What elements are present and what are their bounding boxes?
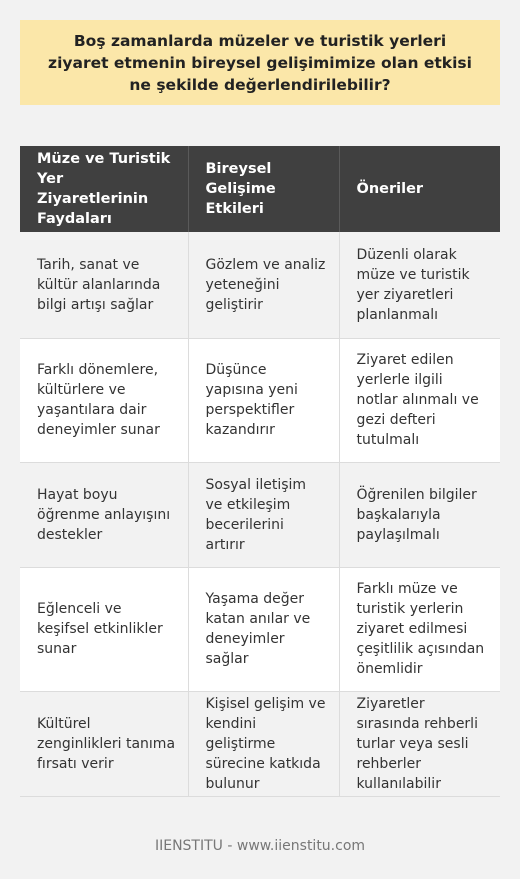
table-row bbox=[20, 338, 500, 462]
table-body bbox=[20, 232, 500, 796]
table-cell: Düzenli olarak müze ve turistik yer ziyaretleri planlanmalı bbox=[339, 232, 500, 338]
table-row bbox=[20, 691, 500, 796]
table-cell: Ziyaretler sırasında rehberli turlar veya sesli rehberler kullanılabilir bbox=[339, 691, 500, 796]
table-cell: Sosyal iletişim ve etkileşim becerilerini artırır bbox=[188, 462, 339, 567]
table-cell: Yaşama değer katan anılar ve deneyimler sağlar bbox=[188, 567, 339, 691]
table-cell: Kişisel gelişim ve kendini geliştirme sürecine katkıda bulunur bbox=[188, 691, 339, 796]
table-cell: Düşünce yapısına yeni perspektifler kazandırır bbox=[188, 338, 339, 462]
table-cell: Ziyaret edilen yerlerle ilgili notlar alınmalı ve gezi defteri tutulmalı bbox=[339, 338, 500, 462]
table-row bbox=[20, 567, 500, 691]
header-effects: Bireysel Gelişime Etkileri bbox=[188, 146, 339, 232]
table-cell: Farklı müze ve turistik yerlerin ziyaret edilmesi çeşitlilik açısından önemlidir bbox=[339, 567, 500, 691]
table-cell: Kültürel zenginlikleri tanıma fırsatı verir bbox=[20, 691, 188, 796]
table-cell: Tarih, sanat ve kültür alanlarında bilgi artışı sağlar bbox=[20, 232, 188, 338]
table-header-row bbox=[20, 146, 500, 232]
table-cell: Eğlenceli ve keşifsel etkinlikler sunar bbox=[20, 567, 188, 691]
table-cell: Farklı dönemlere, kültürlere ve yaşantılara dair deneyimler sunar bbox=[20, 338, 188, 462]
question-box bbox=[20, 20, 500, 105]
table-cell: Hayat boyu öğrenme anlayışını destekler bbox=[20, 462, 188, 567]
table-row bbox=[20, 462, 500, 567]
question-title: Boş zamanlarda müzeler ve turistik yerleri ziyaret etmenin bireysel gelişimimize olan etkisi ne şekilde değerlendirilebilir? bbox=[48, 31, 472, 94]
table-row bbox=[20, 232, 500, 338]
table-cell: Öğrenilen bilgiler başkalarıyla paylaşılmalı bbox=[339, 462, 500, 567]
header-suggestions: Öneriler bbox=[339, 146, 500, 232]
table-cell: Gözlem ve analiz yeteneğini geliştirir bbox=[188, 232, 339, 338]
header-benefits: Müze ve Turistik Yer Ziyaretlerinin Faydaları bbox=[20, 146, 188, 232]
footer-credit: IIENSTITU - www.iienstitu.com bbox=[154, 838, 366, 854]
table-header bbox=[20, 146, 500, 232]
comparison-table bbox=[20, 146, 500, 797]
